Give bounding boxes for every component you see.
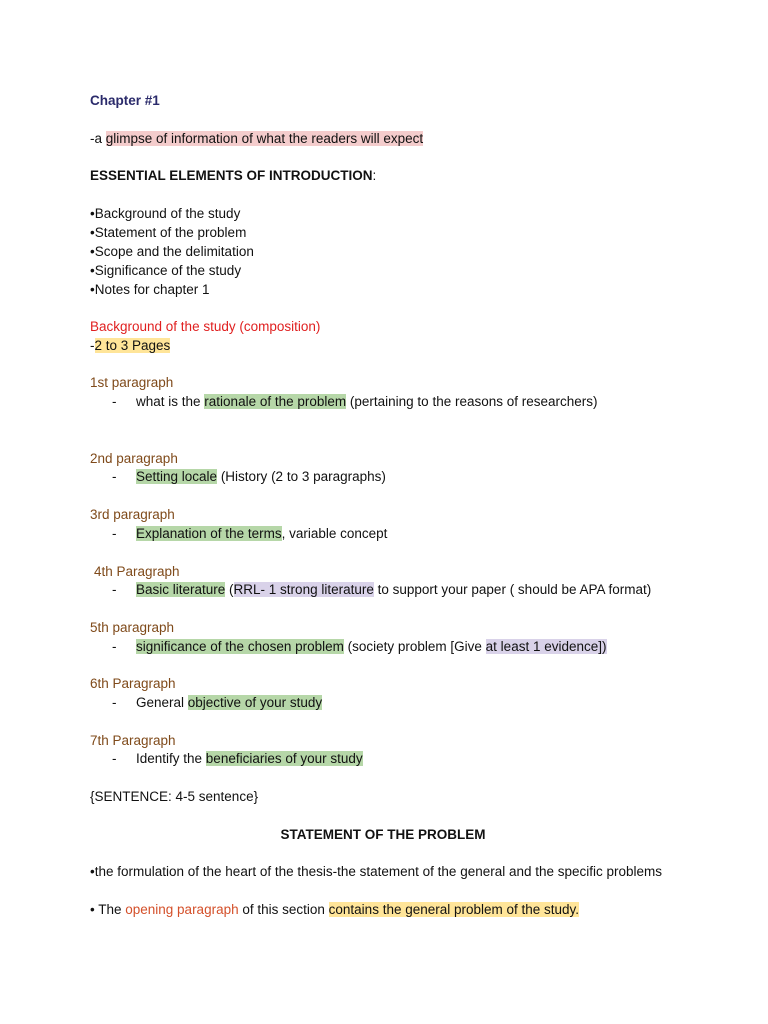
paragraph-label-3: 3rd paragraph [90, 507, 175, 522]
intro-highlight: glimpse of information of what the readers will expect [105, 131, 424, 146]
highlight-segment: RRL- 1 strong literature [233, 582, 374, 597]
chapter-title: Chapter #1 [90, 93, 160, 108]
text-segment: of this section [238, 902, 329, 917]
highlight-segment: beneficiaries of your study [205, 751, 363, 766]
text-segment: (History (2 to 3 paragraphs) [217, 469, 386, 484]
highlight-segment: Explanation of the terms [136, 526, 282, 541]
paragraph-label-6: 6th Paragraph [90, 676, 176, 691]
dash: - [112, 582, 117, 597]
element-item: •Significance of the study [90, 263, 242, 278]
statement-title: STATEMENT OF THE PROBLEM [280, 827, 486, 842]
statement-line-2 [90, 901, 579, 919]
intro-prefix: -a [90, 131, 106, 146]
paragraph-label-1: 1st paragraph [90, 375, 174, 390]
statement-line-1: •the formulation of the heart of the thesis-the statement of the general and the specific problems [90, 864, 663, 879]
element-item: •Statement of the problem [90, 225, 247, 240]
text-segment: ( [225, 582, 234, 597]
background-heading: Background of the study (composition) [90, 319, 321, 334]
dash: - [112, 751, 117, 766]
dash: - [112, 469, 117, 484]
dash: - [112, 394, 117, 409]
text-segment: • The [90, 902, 126, 917]
paragraph-label-5: 5th paragraph [90, 620, 175, 635]
text-segment: (society problem [Give [343, 639, 486, 654]
paragraph-label-2: 2nd paragraph [90, 451, 178, 466]
paragraph-item-5 [112, 638, 607, 656]
text-segment: what is the [136, 394, 205, 409]
paragraph-item-2 [112, 468, 386, 486]
paragraph-label-7: 7th Paragraph [90, 733, 176, 748]
element-item: •Notes for chapter 1 [90, 282, 210, 297]
intro-line [90, 130, 423, 148]
essential-title: ESSENTIAL ELEMENTS OF INTRODUCTION [90, 168, 373, 183]
text-segment: (pertaining to the reasons of researchers) [346, 394, 598, 409]
paragraph-item-4 [112, 581, 651, 599]
dash: - [112, 639, 117, 654]
paragraph-label-4: 4th Paragraph [94, 564, 180, 579]
pages-prefix: - [90, 338, 95, 353]
pages-highlight: 2 to 3 Pages [94, 338, 171, 353]
paragraph-item-6 [112, 694, 322, 712]
paragraph-item-1 [112, 393, 598, 411]
highlight-segment: contains the general problem of the study. [328, 902, 580, 917]
paragraph-item-7 [112, 750, 363, 768]
pages-line [90, 337, 170, 355]
essential-heading [90, 167, 376, 185]
paragraph-item-3 [112, 525, 387, 543]
highlight-segment: significance of the chosen problem [136, 639, 344, 654]
highlight-segment: objective of your study [187, 695, 323, 710]
colored-segment: opening paragraph [125, 902, 239, 917]
text-segment: , variable concept [281, 526, 388, 541]
dash: - [112, 526, 117, 541]
element-item: •Scope and the delimitation [90, 244, 254, 259]
element-item: •Background of the study [90, 206, 241, 221]
highlight-segment: rationale of the problem [204, 394, 347, 409]
dash: - [112, 695, 117, 710]
text-segment: General [136, 695, 188, 710]
text-segment: to support your paper ( should be APA format) [373, 582, 652, 597]
sentence-note: {SENTENCE: 4-5 sentence} [90, 789, 259, 804]
highlight-segment: at least 1 evidence]) [485, 639, 607, 654]
essential-colon: : [372, 168, 377, 183]
highlight-segment: Setting locale [136, 469, 218, 484]
text-segment: Identify the [136, 751, 206, 766]
highlight-segment: Basic literature [136, 582, 226, 597]
